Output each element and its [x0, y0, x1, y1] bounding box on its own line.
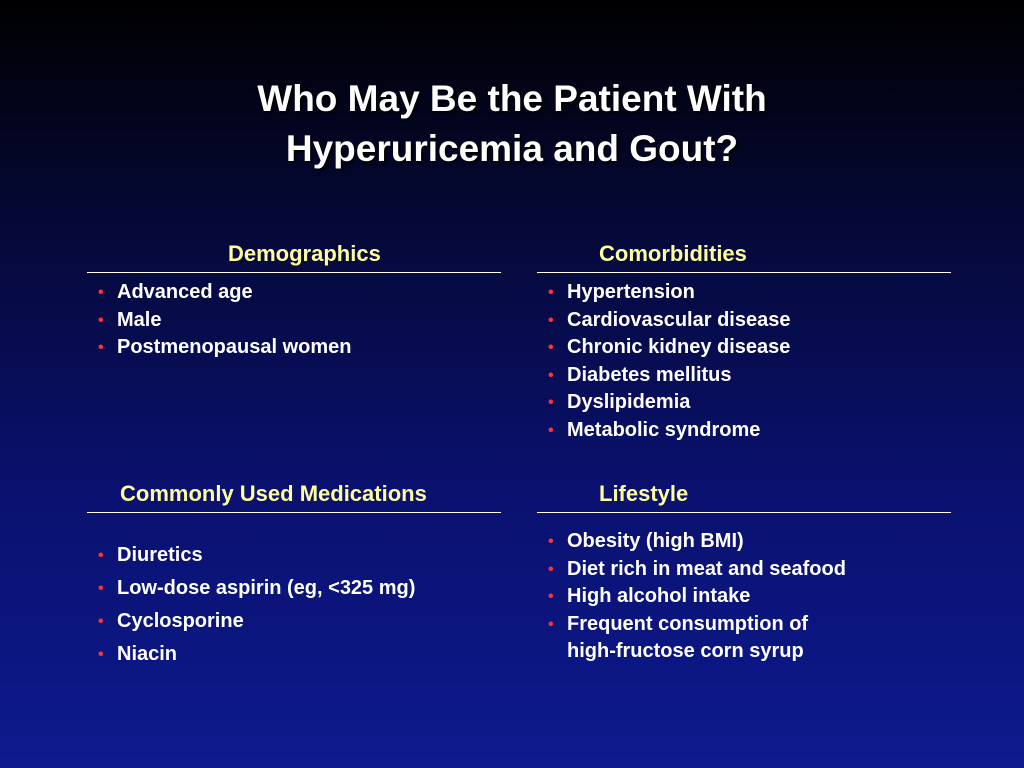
list-item: [537, 334, 951, 362]
title-line-2: Hyperuricemia and Gout?: [285, 128, 739, 169]
list-item-text: Obesity (high BMI): [567, 530, 744, 552]
bullet-icon: •: [548, 560, 554, 578]
list-item-text: Low-dose aspirin (eg, <325 mg): [117, 577, 416, 599]
section-heading-lifestyle: Lifestyle: [599, 481, 689, 506]
list-item: [87, 572, 501, 605]
section-demographics: [87, 240, 501, 362]
bullet-icon: •: [548, 421, 554, 439]
list-item-text: Diuretics: [117, 544, 203, 566]
list-item: [537, 528, 951, 556]
section-comorbidities: [537, 240, 951, 444]
section-medications: [87, 480, 501, 671]
list-item-text: Diet rich in meat and seafood: [567, 557, 846, 580]
list-item: [537, 307, 951, 335]
list-item-text: Dyslipidemia: [567, 391, 691, 413]
list-item: [87, 334, 501, 362]
list-item: [537, 279, 951, 307]
list-item: [537, 583, 951, 611]
list-item-text: Metabolic syndrome: [567, 418, 761, 441]
bullet-icon: •: [548, 394, 554, 411]
bullet-icon: •: [98, 646, 104, 663]
lifestyle-list: [537, 528, 951, 666]
demographics-list: [87, 279, 501, 362]
bullet-icon: •: [548, 339, 554, 356]
list-item-text: High alcohol intake: [567, 585, 751, 607]
list-item: [87, 307, 501, 335]
list-item-line: Frequent consumption of: [567, 612, 809, 635]
list-item-text: Male: [117, 308, 162, 331]
list-item-text: Hypertension: [567, 281, 695, 303]
section-heading-medications: Commonly Used Medications: [120, 481, 427, 506]
title-line-1: Who May Be the Patient With: [257, 78, 767, 119]
list-item: [87, 279, 501, 307]
bullet-icon: •: [548, 533, 554, 550]
bullet-icon: •: [98, 284, 104, 301]
list-item: [87, 605, 501, 638]
list-item-text: Diabetes mellitus: [567, 363, 732, 386]
list-item-text: [567, 611, 951, 666]
slide-title: [0, 74, 1024, 174]
list-item-text: Cardiovascular disease: [567, 308, 791, 331]
bullet-icon: •: [98, 580, 104, 597]
section-lifestyle: [537, 480, 951, 666]
comorbidities-list: [537, 279, 951, 444]
section-divider: [537, 512, 951, 513]
list-item-text: Advanced age: [117, 281, 253, 303]
section-divider: [537, 272, 951, 273]
bullet-icon: •: [98, 339, 104, 356]
list-item-continuation: high-fructose corn syrup: [567, 640, 804, 662]
bullet-icon: •: [548, 366, 554, 384]
bullet-icon: •: [548, 615, 554, 633]
section-heading-demographics: Demographics: [228, 241, 381, 266]
section-divider: [87, 272, 501, 273]
bullet-icon: •: [548, 588, 554, 605]
list-item-text: Chronic kidney disease: [567, 336, 791, 358]
bullet-icon: •: [548, 311, 554, 329]
bullet-icon: •: [98, 613, 104, 630]
list-item: [537, 362, 951, 390]
list-item: [87, 539, 501, 572]
bullet-icon: •: [98, 547, 104, 564]
list-item: [537, 611, 951, 666]
list-item: [537, 417, 951, 445]
bullet-icon: •: [98, 311, 104, 329]
list-item-text: Postmenopausal women: [117, 336, 352, 358]
list-item-text: Niacin: [117, 643, 178, 665]
list-item: [87, 638, 501, 671]
bullet-icon: •: [548, 284, 554, 301]
list-item-text: Cyclosporine: [117, 610, 244, 632]
section-divider: [87, 512, 501, 513]
list-item: [537, 389, 951, 417]
section-heading-comorbidities: Comorbidities: [599, 241, 747, 266]
list-item: [537, 556, 951, 584]
medications-list: [87, 539, 501, 671]
